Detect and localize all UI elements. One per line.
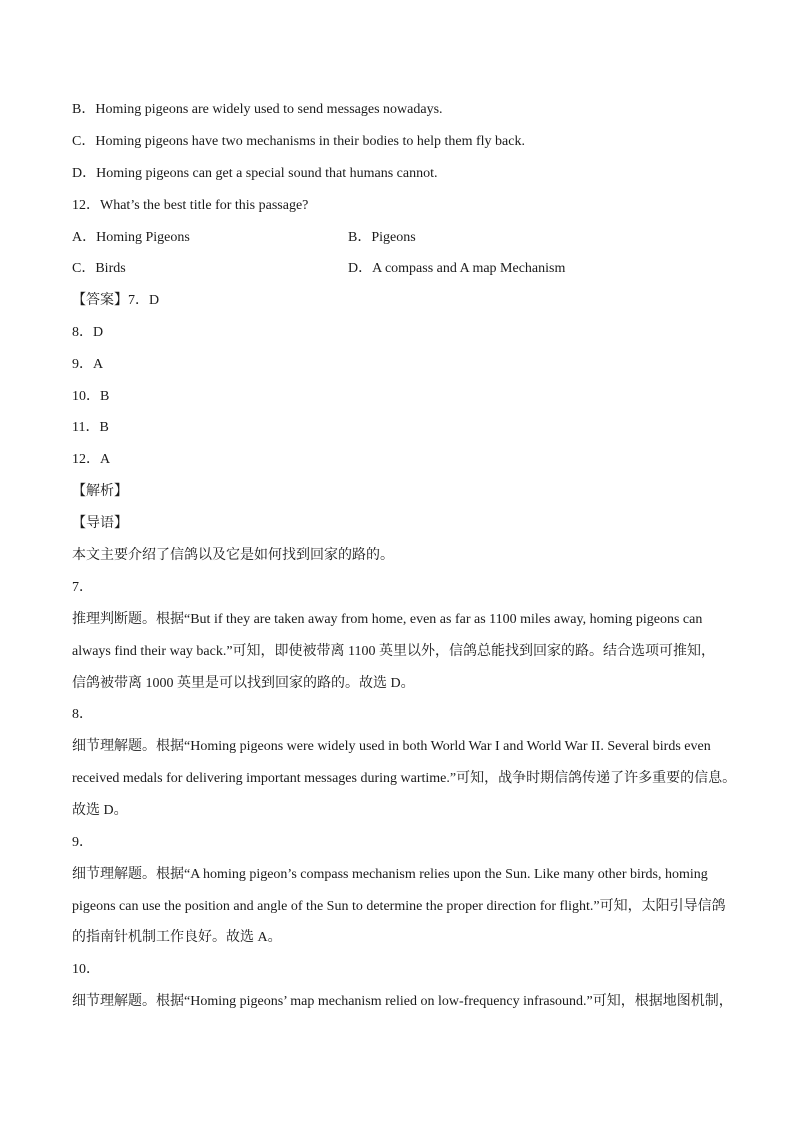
q7-explanation-line: always find their way back.”可知，即使被带离 1100 英里以外，信鸽总能找到回家的路。结合选项可推知， (72, 644, 716, 659)
q11-option-b: B．Homing pigeons are widely used to send messages nowadays. (72, 102, 443, 117)
q12-option-c: C．Birds (72, 261, 126, 276)
q8-explanation-line: 细节理解题。根据“Homing pigeons were widely used in both World War I and World War II. Several birds even (72, 739, 711, 754)
q7-explanation-line: 推理判断题。根据“But if they are taken away from home, even as far as 1100 miles away, homing pigeons can (72, 612, 703, 627)
q10-number: 10． (72, 962, 100, 977)
intro-text: 本文主要介绍了信鸽以及它是如何找到回家的路的。 (72, 548, 394, 563)
q7-explanation-line: 信鸽被带离 1000 英里是可以找到回家的路的。故选 D。 (72, 676, 415, 691)
q8-explanation-line: received medals for delivering important messages during wartime.”可知，战争时期信鸽传递了许多重要的信息。 (72, 771, 737, 786)
answer-item: 12．A (72, 452, 111, 467)
q9-explanation-line: 细节理解题。根据“A homing pigeon’s compass mechanism relies upon the Sun. Like many other birds, homing (72, 867, 708, 882)
q11-option-c: C．Homing pigeons have two mechanisms in their bodies to help them fly back. (72, 134, 525, 149)
q12-option-b: B．Pigeons (348, 230, 416, 245)
q8-explanation-line: 故选 D。 (72, 803, 128, 818)
q9-number: 9． (72, 835, 93, 850)
q8-number: 8． (72, 707, 93, 722)
answer-heading: 【答案】7．D (72, 293, 160, 308)
intro-heading: 【导语】 (72, 516, 128, 531)
q9-explanation-line: 的指南针机制工作良好。故选 A。 (72, 930, 282, 945)
q7-number: 7． (72, 580, 93, 595)
q12-stem: 12．What’s the best title for this passage? (72, 198, 309, 213)
answer-item: 11．B (72, 420, 109, 435)
answer-item: 8．D (72, 325, 104, 340)
q12-option-a: A．Homing Pigeons (72, 230, 190, 245)
answer-item: 10．B (72, 389, 110, 404)
q11-option-d: D．Homing pigeons can get a special sound that humans cannot. (72, 166, 438, 181)
answer-item: 9．A (72, 357, 104, 372)
q9-explanation-line: pigeons can use the position and angle of the Sun to determine the proper direction for flight.”可知，太阳引导信鸽 (72, 899, 726, 914)
q12-option-d: D．A compass and A map Mechanism (348, 261, 566, 276)
analysis-heading: 【解析】 (72, 484, 128, 499)
q10-explanation-line: 细节理解题。根据“Homing pigeons’ map mechanism relied on low-frequency infrasound.”可知，根据地图机制， (72, 994, 733, 1009)
